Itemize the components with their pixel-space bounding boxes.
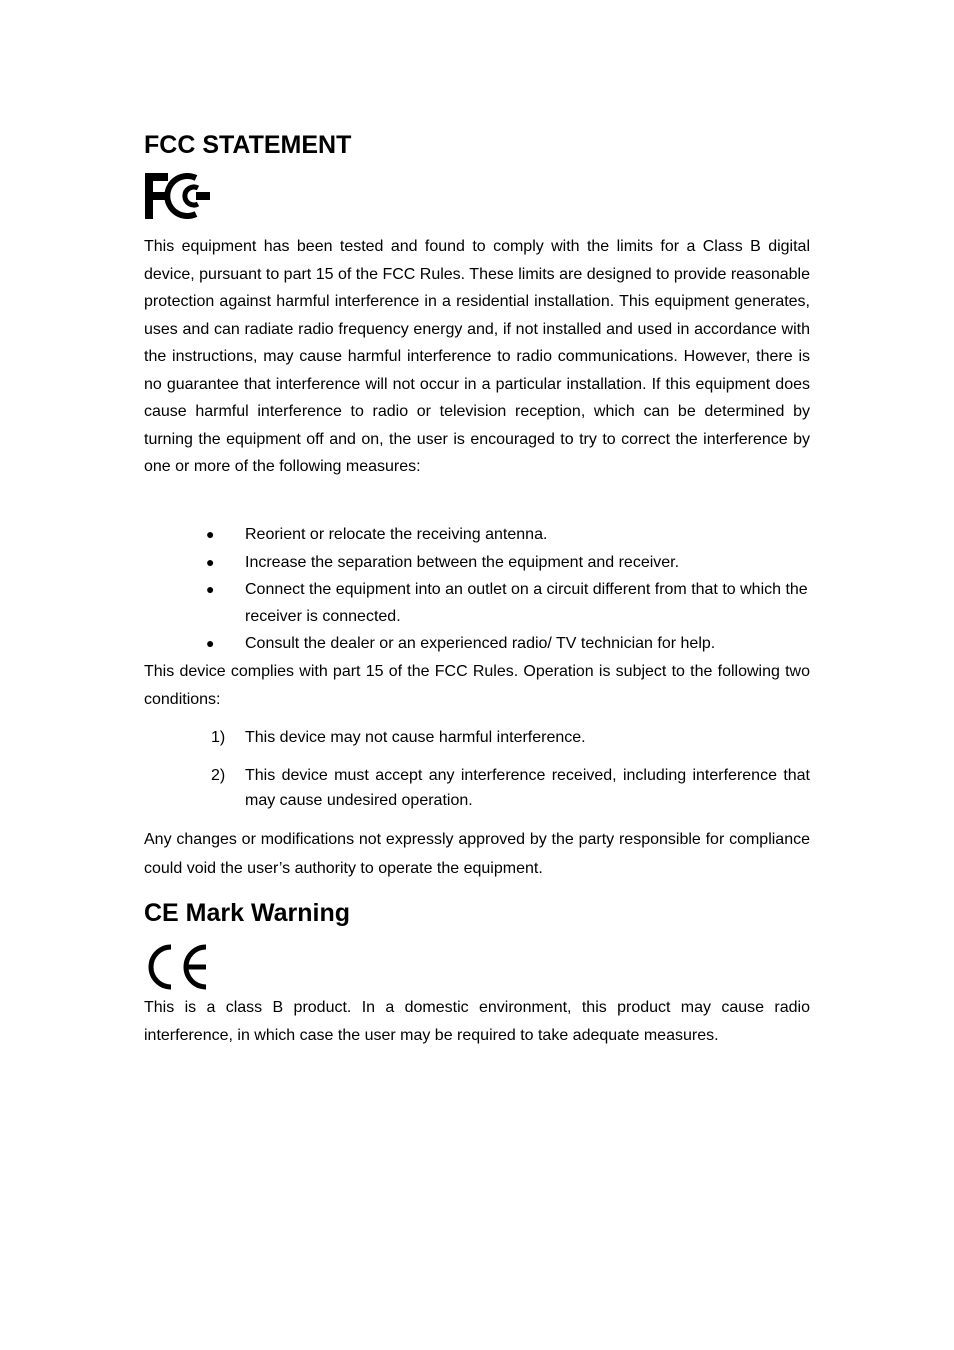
bullet-icon: ● [206,526,215,542]
fcc-logo-icon [144,172,212,220]
bullet-icon: ● [206,635,215,651]
bullet-icon: ● [206,581,215,597]
changes-paragraph: Any changes or modifications not expressly approved by the party responsible for compliance could void the user’s authority to operate the equipment. [144,831,810,877]
list-item [144,521,810,549]
fcc-body-paragraph: This equipment has been tested and found to comply with the limits for a Class B digital device, pursuant to part 15 of the FCC Rules. These limits are designed to provide reasonable protection against harmful interference in a residential installation. This equipment generates, uses and can radiate radio frequency energy and, if not installed and used in accordance with the instructions, may cause harmful interference to radio communications. However, there is no guarantee that interference will not occur in a particular installation. If this equipment does cause harmful interference to radio or television reception, which can be determined by turning the equipment off and on, the user is encouraged to try to correct the interference by one or more of the following measures: [144,238,810,475]
list-item-text: This device may not cause harmful interference. [245,729,586,746]
list-item-text: Consult the dealer or an experienced radio/ TV technician for help. [245,635,716,652]
ce-mark-logo-icon [144,942,210,992]
ce-body-paragraph: This is a class B product. In a domestic environment, this product may cause radio interference, in which case the user may be required to take adequate measures. [144,999,810,1044]
list-item-number: 1) [211,729,226,746]
conditions-list [144,725,810,813]
list-item [144,549,810,577]
list-item-text: Reorient or relocate the receiving antenna. [245,526,548,543]
ce-section-title: CE Mark Warning [144,899,351,927]
list-item [144,630,810,658]
list-item-text: Connect the equipment into an outlet on a circuit different from that to which the receiver is connected. [245,581,808,625]
measures-list [144,521,810,658]
list-item-text: This device must accept any interference received, including interference that may cause undesired operation. [245,767,810,809]
list-item-text: Increase the separation between the equipment and receiver. [245,553,680,571]
list-item [144,725,810,750]
fcc-section-title: FCC STATEMENT [144,131,352,159]
list-item [144,763,810,813]
list-item-number: 2) [211,767,226,784]
bullet-icon: ● [206,553,215,570]
part15-paragraph: This device complies with part 15 of the FCC Rules. Operation is subject to the following two conditions: [144,663,810,708]
list-item [144,576,810,630]
